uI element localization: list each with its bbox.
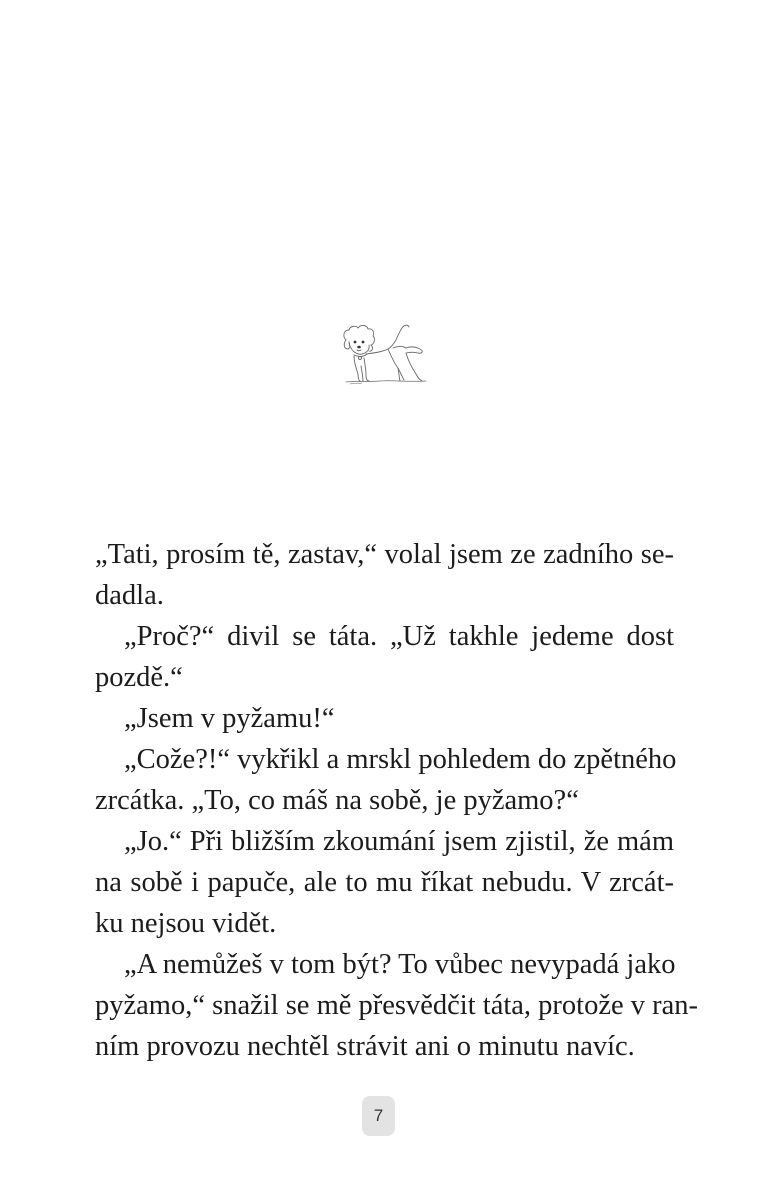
text-line: „Cože?!“ vykřikl a mrskl pohledem do zpětného (124, 744, 677, 775)
text-line: „A nemůžeš v tom být? To vůbec nevypadá jako (124, 949, 676, 980)
text-line: „Jo.“ Při bližším zkoumání jsem zjistil, že mám (124, 826, 674, 857)
text-line: „Tati, prosím tě, zastav,“ volal jsem ze zadního se- (95, 539, 674, 570)
text-line: „Proč?“ divil se táta. „Už takhle jedeme dost (124, 621, 674, 652)
text-line: ním provozu nechtěl strávit ani o minutu navíc. (95, 1031, 635, 1062)
text-line: pyžamo,“ snažil se mě přesvědčit táta, protože v ran- (95, 990, 698, 1021)
dog-sketch-icon (336, 318, 432, 388)
text-line: dadla. (95, 580, 164, 611)
text-line: ku nejsou vidět. (95, 908, 277, 939)
body-text (95, 534, 698, 1067)
text-line: „Jsem v pyžamu!“ (124, 703, 335, 734)
page-number: 7 (362, 1096, 395, 1136)
text-line: pozdě.“ (95, 662, 183, 693)
text-line: na sobě i papuče, ale to mu říkat nebudu. V zrcát- (95, 867, 674, 898)
text-line: zrcátka. „To, co máš na sobě, je pyžamo?“ (95, 785, 579, 816)
